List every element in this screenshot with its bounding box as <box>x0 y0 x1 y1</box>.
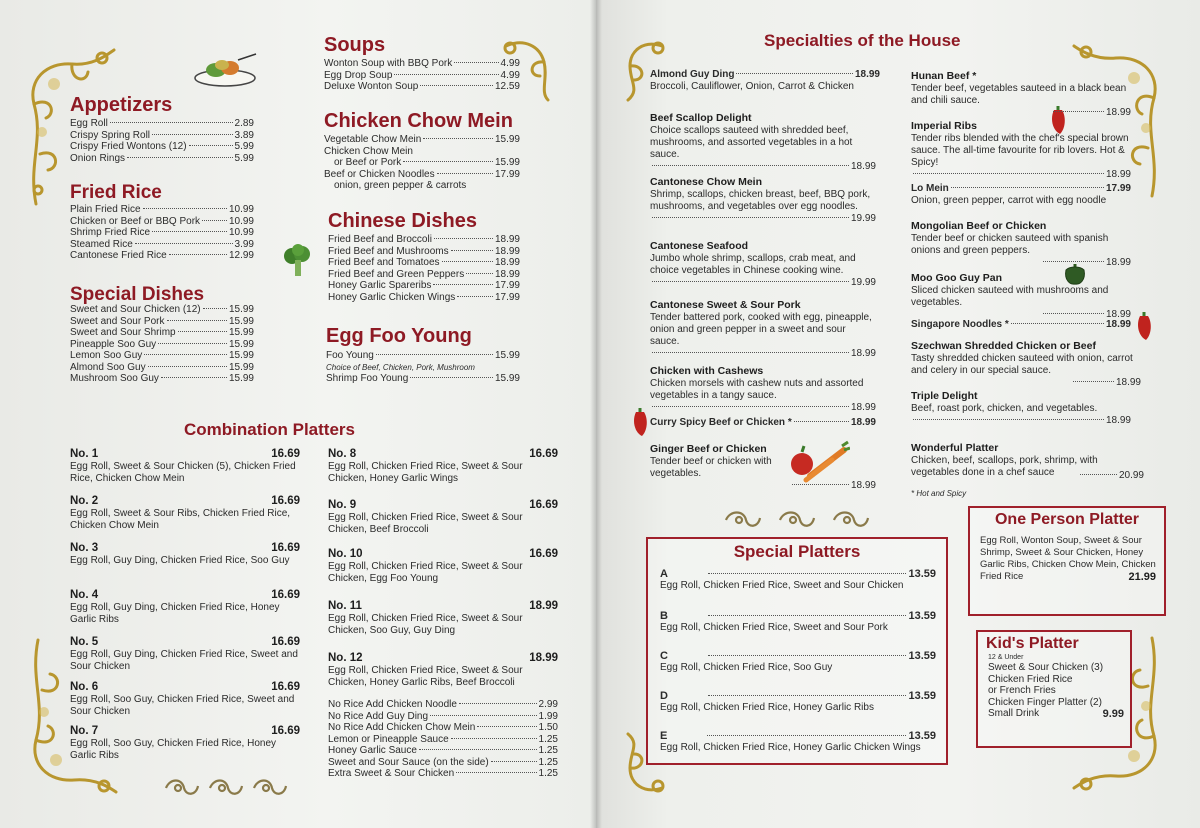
list-item: Pineapple Soo Guy 15.99 <box>70 338 254 350</box>
specialty-item: Mongolian Beef or Chicken Tender beef or chicken sauteed with spanish onions and green peppers. 18.99 <box>911 220 1131 268</box>
food-plate-art <box>192 52 258 88</box>
broccoli-art <box>282 244 314 280</box>
chili-pepper-art <box>630 406 650 438</box>
list-item: Fried Beef and Tomatoes 18.99 <box>328 257 520 268</box>
combo-description: Egg Roll, Guy Ding, Chicken Fried Rice, Honey Garlic Ribs <box>70 602 280 625</box>
special-platters-box <box>646 537 948 765</box>
combo-number: No. 9 <box>328 499 357 511</box>
list-item: Lemon Soo Guy 15.99 <box>70 350 254 361</box>
combo-number: No. 3 <box>70 542 99 554</box>
combo-number: No. 2 <box>70 495 99 507</box>
page-fold <box>590 0 602 828</box>
specialty-item: Imperial Ribs Tender ribs blended with the chef's special brown sauce. The all-time favourite for rib lovers. Hot & Spicy! 18.99 <box>911 120 1131 180</box>
combo-platter <box>70 636 300 673</box>
combo-platter <box>328 652 558 689</box>
list-item: Mushroom Soo Guy 15.99 <box>70 373 254 384</box>
price: 9.99 <box>1102 708 1124 720</box>
platter-item: A 13.59 Egg Roll, Chicken Fried Rice, Sweet and Sour Chicken <box>660 568 936 591</box>
list-item: Sweet & Sour Chicken (3) <box>988 662 1104 673</box>
special-dishes-list <box>70 304 254 385</box>
fried-rice-list <box>70 204 254 262</box>
specialty-item: Cantonese Sweet & Sour Pork Tender battered pork, cooked with egg, pineapple, onion and green pepper in a sweet and sour sauce. 18.99 <box>650 299 876 359</box>
item-description: Tender ribs blended with the chef's special brown sauce. The all-time favourite for rib lovers. Hot & Spicy! <box>911 133 1129 168</box>
combo-number: No. 11 <box>328 600 362 612</box>
combo-platter <box>70 448 300 485</box>
item-description: onion, green pepper & carrots <box>334 180 467 191</box>
list-item: Foo Young 15.99 <box>326 350 520 361</box>
combo-number: No. 12 <box>328 652 363 664</box>
combo-description: Egg Roll, Sweet & Sour Ribs, Chicken Fried Rice, Chicken Chow Mein <box>70 508 291 531</box>
appetizers-list <box>70 118 254 164</box>
specialty-item: Lo Mein 17.99 Onion, green pepper, carrot with egg noodle <box>911 183 1131 206</box>
footnote: * Hot and Spicy <box>911 489 967 498</box>
soups-heading: Soups <box>324 34 386 56</box>
platter-item: B 13.59 Egg Roll, Chicken Fried Rice, Sweet and Sour Pork <box>660 610 936 633</box>
list-item: Honey Garlic Chicken Wings 17.99 <box>328 291 520 303</box>
flourish-divider-icon <box>722 508 874 530</box>
platter-item: D 13.59 Egg Roll, Chicken Fried Rice, Honey Garlic Ribs <box>660 690 936 713</box>
combo-price: 16.69 <box>271 448 300 460</box>
list-item: Beef or Chicken Noodles 17.99 <box>324 168 520 180</box>
list-item: Sweet and Sour Pork 15.99 <box>70 315 254 327</box>
one-person-platter-box <box>968 506 1166 616</box>
combo-price: 16.69 <box>271 725 300 737</box>
list-item: Shrimp Fried Rice 10.99 <box>70 227 254 238</box>
specialty-item: Hunan Beef * Tender beef, vegetables sauteed in a black bean and chili sauce. 18.99 <box>911 70 1131 118</box>
list-item: Egg Roll 2.89 <box>70 118 254 129</box>
list-item: Plain Fried Rice 10.99 <box>70 204 254 215</box>
specialty-item: Cantonese Chow Mein Shrimp, scallops, chicken breast, beef, BBQ pork, mushrooms, and vegetables over egg noodles. 19.99 <box>650 176 876 224</box>
combination-heading: Combination Platters <box>184 420 355 439</box>
specialty-price: 20.99 <box>1078 470 1144 482</box>
specialty-item: Chicken with Cashews Chicken morsels with cashew nuts and assorted vegetables in a tangy sauce. 18.99 <box>650 365 876 413</box>
kids-platter-box <box>976 630 1132 748</box>
list-item: Almond Soo Guy 15.99 <box>70 361 254 373</box>
item-note: Choice of Beef, Chicken, Pork, Mushroom <box>326 362 475 372</box>
combo-price: 18.99 <box>529 600 558 612</box>
extras-list <box>328 699 558 780</box>
list-item: Small Drink <box>988 708 1040 719</box>
platter-item: E 13.59 Egg Roll, Chicken Fried Rice, Honey Garlic Chicken Wings <box>660 730 936 753</box>
list-item: No Rice Add Chicken Chow Mein 1.50 <box>328 722 558 733</box>
combo-platter <box>328 600 558 637</box>
list-item: Fried Beef and Green Peppers 18.99 <box>328 268 520 280</box>
combo-platter <box>70 681 300 718</box>
special-platters-heading: Special Platters <box>733 542 861 561</box>
combo-price: 16.69 <box>529 548 558 560</box>
list-item: Extra Sweet & Sour Chicken 1.25 <box>328 768 558 779</box>
list-item: Steamed Rice 3.99 <box>70 238 254 250</box>
list-item: No Rice Add Guy Ding 1.99 <box>328 710 558 722</box>
one-person-heading: One Person Platter <box>994 511 1140 528</box>
item-description: Jumbo whole shrimp, scallops, crab meat, and choice vegetables in Chinese cooking wine. <box>650 253 856 276</box>
specialty-item: Wonderful Platter Chicken, beef, scallops, pork, shrimp, with vegetables done in a chef sauce <box>911 442 1141 479</box>
combo-platter <box>70 495 300 532</box>
list-item: Crispy Fried Wontons (12) 5.99 <box>70 141 254 152</box>
item-description: Beef, roast pork, chicken, and vegetables. <box>911 403 1098 414</box>
special-dishes-heading: Special Dishes <box>70 284 205 305</box>
appetizers-heading: Appetizers <box>70 94 173 116</box>
combo-platter <box>328 499 558 536</box>
age-note: 12 & Under <box>988 654 1024 661</box>
combo-description: Egg Roll, Sweet & Sour Chicken (5), Chicken Fried Rice, Chicken Chow Mein <box>70 461 296 484</box>
kids-heading: Kid's Platter <box>986 635 1079 652</box>
item-description: Chicken, beef, scallops, pork, shrimp, with vegetables done in a chef sauce <box>911 455 1098 478</box>
list-item: Chicken Chow Mein <box>324 145 413 157</box>
item-description: Tender beef, vegetables sauteed in a black bean and chili sauce. <box>911 83 1127 106</box>
specialty-item: Beef Scallop Delight Choice scallops sauteed with shredded beef, mushrooms, and assorted vegetables in a hot sauce. 18.99 <box>650 112 876 172</box>
list-item: Chicken Finger Platter (2) <box>988 696 1102 708</box>
chinese-dishes-heading: Chinese Dishes <box>328 210 477 232</box>
combo-platter <box>70 725 300 762</box>
item-description: Shrimp, scallops, chicken breast, beef, BBQ pork, mushrooms, and vegetables over egg noodles. <box>650 189 871 212</box>
combo-price: 16.69 <box>529 499 558 511</box>
combo-description: Egg Roll, Chicken Fried Rice, Sweet & Sour Chicken, Honey Garlic Wings <box>328 461 523 484</box>
item-description: Sliced chicken sauteed with mushrooms and vegetables. <box>911 285 1109 308</box>
list-item: Honey Garlic Spareribs 17.99 <box>328 280 520 291</box>
list-item: Sweet and Sour Shrimp 15.99 <box>70 327 254 338</box>
specialty-item: Triple Delight Beef, roast pork, chicken, and vegetables. 18.99 <box>911 390 1131 426</box>
combo-description: Egg Roll, Chicken Fried Rice, Sweet & Sour Chicken, Soo Guy, Guy Ding <box>328 613 523 636</box>
platter-item: C 13.59 Egg Roll, Chicken Fried Rice, Soo Guy <box>660 650 936 673</box>
combo-price: 16.69 <box>271 681 300 693</box>
combo-description: Egg Roll, Guy Ding, Chicken Fried Rice, Soo Guy <box>70 555 290 566</box>
list-item: Honey Garlic Sauce 1.25 <box>328 745 558 756</box>
combo-price: 16.69 <box>271 589 300 601</box>
list-item: Egg Drop Soup 4.99 <box>324 69 520 81</box>
chinese-dishes-list <box>328 234 520 303</box>
combo-description: Egg Roll, Guy Ding, Chicken Fried Rice, Sweet and Sour Chicken <box>70 649 298 672</box>
combo-number: No. 6 <box>70 681 99 693</box>
item-description: Egg Roll, Wonton Soup, Sweet & Sour Shrimp, Sweet & Sour Chicken, Honey Garlic Ribs, Chicken Chow Mein, Chicken Fried Rice <box>980 535 1156 582</box>
combo-platter <box>70 589 300 626</box>
list-item: or French Fries <box>988 685 1056 696</box>
chow-mein-list <box>324 134 520 192</box>
egg-foo-young-heading: Egg Foo Young <box>326 325 472 347</box>
item-description: Tender beef or chicken with vegetables. <box>650 456 772 479</box>
item-description: Chicken morsels with cashew nuts and assorted vegetables in a tangy sauce. <box>650 378 864 401</box>
combo-description: Egg Roll, Soo Guy, Chicken Fried Rice, Honey Garlic Ribs <box>70 738 277 761</box>
list-item: Lemon or Pineapple Sauce 1.25 <box>328 733 558 745</box>
list-item: Sweet and Sour Chicken (12) 15.99 <box>70 304 254 315</box>
combo-number: No. 1 <box>70 448 99 460</box>
list-item: Wonton Soup with BBQ Pork 4.99 <box>324 58 520 69</box>
combo-price: 16.69 <box>271 542 300 554</box>
item-description: Tender beef or chicken sauteed with spanish onions and green peppers. <box>911 233 1109 256</box>
specialty-item: Ginger Beef or Chicken Tender beef or chicken with vegetables. 18.99 <box>650 443 876 491</box>
combo-platter <box>328 448 558 485</box>
specialty-item: Moo Goo Guy Pan Sliced chicken sauteed with mushrooms and vegetables. 18.99 <box>911 272 1131 320</box>
specialty-item: Szechwan Shredded Chicken or Beef Tasty shredded chicken sauteed with onion, carrot and celery in our special sauce. 18.99 <box>911 340 1141 388</box>
item-description: Onion, green pepper, carrot with egg noodle <box>911 195 1107 206</box>
item-description: Choice scallops sauteed with shredded beef, mushrooms, and assorted vegetables in a hot sauce. <box>650 125 853 160</box>
price: 21.99 <box>1128 571 1156 583</box>
combo-number: No. 5 <box>70 636 99 648</box>
specialties-heading: Specialties of the House <box>764 31 961 50</box>
combo-description: Egg Roll, Chicken Fried Rice, Sweet & Sour Chicken, Beef Broccoli <box>328 512 523 535</box>
combo-number: No. 10 <box>328 548 363 560</box>
item-description: Tender battered pork, cooked with egg, pineapple, onion and green pepper in a sweet and sour sauce. <box>650 312 872 347</box>
list-item: Chicken Fried Rice <box>988 673 1073 685</box>
combo-price: 16.69 <box>529 448 558 460</box>
egg-foo-young-list <box>326 350 520 384</box>
flourish-divider-icon <box>162 776 292 798</box>
list-item: Chicken or Beef or BBQ Pork 10.99 <box>70 215 254 227</box>
chili-pepper-art <box>1134 310 1154 342</box>
specialty-item: Cantonese Seafood Jumbo whole shrimp, scallops, crab meat, and choice vegetables in Chinese cooking wine. 19.99 <box>650 240 876 288</box>
combo-number: No. 8 <box>328 448 357 460</box>
list-item: Crispy Spring Roll 3.89 <box>70 129 254 141</box>
combo-price: 18.99 <box>529 652 558 664</box>
combo-description: Egg Roll, Soo Guy, Chicken Fried Rice, Sweet and Sour Chicken <box>70 694 295 717</box>
specialty-item: Singapore Noodles * 18.99 <box>911 319 1131 330</box>
specialty-item: Almond Guy Ding 18.99 Broccoli, Cauliflower, Onion, Carrot & Chicken <box>650 69 880 92</box>
list-item: Shrimp Foo Young 15.99 <box>326 372 520 384</box>
combo-number: No. 4 <box>70 589 99 601</box>
list-item: Vegetable Chow Mein 15.99 <box>324 134 520 145</box>
list-item: or Beef or Pork 15.99 <box>334 157 520 168</box>
list-item: No Rice Add Chicken Noodle 2.99 <box>328 699 558 710</box>
list-item: Onion Rings 5.99 <box>70 152 254 164</box>
list-item: Cantonese Fried Rice 12.99 <box>70 250 254 261</box>
chow-mein-heading: Chicken Chow Mein <box>324 110 513 132</box>
combo-platter <box>70 542 300 567</box>
combo-number: No. 7 <box>70 725 99 737</box>
menu-right-page <box>596 0 1200 828</box>
combo-platter <box>328 548 558 585</box>
list-item: Fried Beef and Broccoli 18.99 <box>328 234 520 245</box>
item-description: Broccoli, Cauliflower, Onion, Carrot & Chicken <box>650 81 854 92</box>
list-item: Fried Beef and Mushrooms 18.99 <box>328 245 520 257</box>
specialty-item: Curry Spicy Beef or Chicken * 18.99 <box>650 417 876 428</box>
soups-list <box>324 58 520 93</box>
combo-price: 16.69 <box>271 495 300 507</box>
fried-rice-heading: Fried Rice <box>70 182 162 203</box>
combo-price: 16.69 <box>271 636 300 648</box>
combo-description: Egg Roll, Chicken Fried Rice, Sweet & Sour Chicken, Honey Garlic Ribs, Beef Broccoli <box>328 665 523 688</box>
item-description: Tasty shredded chicken sauteed with onion, carrot and celery in our special sauce. <box>911 353 1133 376</box>
list-item: Deluxe Wonton Soup 12.59 <box>324 81 520 92</box>
menu-left-page <box>0 0 596 828</box>
combo-description: Egg Roll, Chicken Fried Rice, Sweet & Sour Chicken, Egg Foo Young <box>328 561 523 584</box>
list-item: Sweet and Sour Sauce (on the side) 1.25 <box>328 756 558 768</box>
